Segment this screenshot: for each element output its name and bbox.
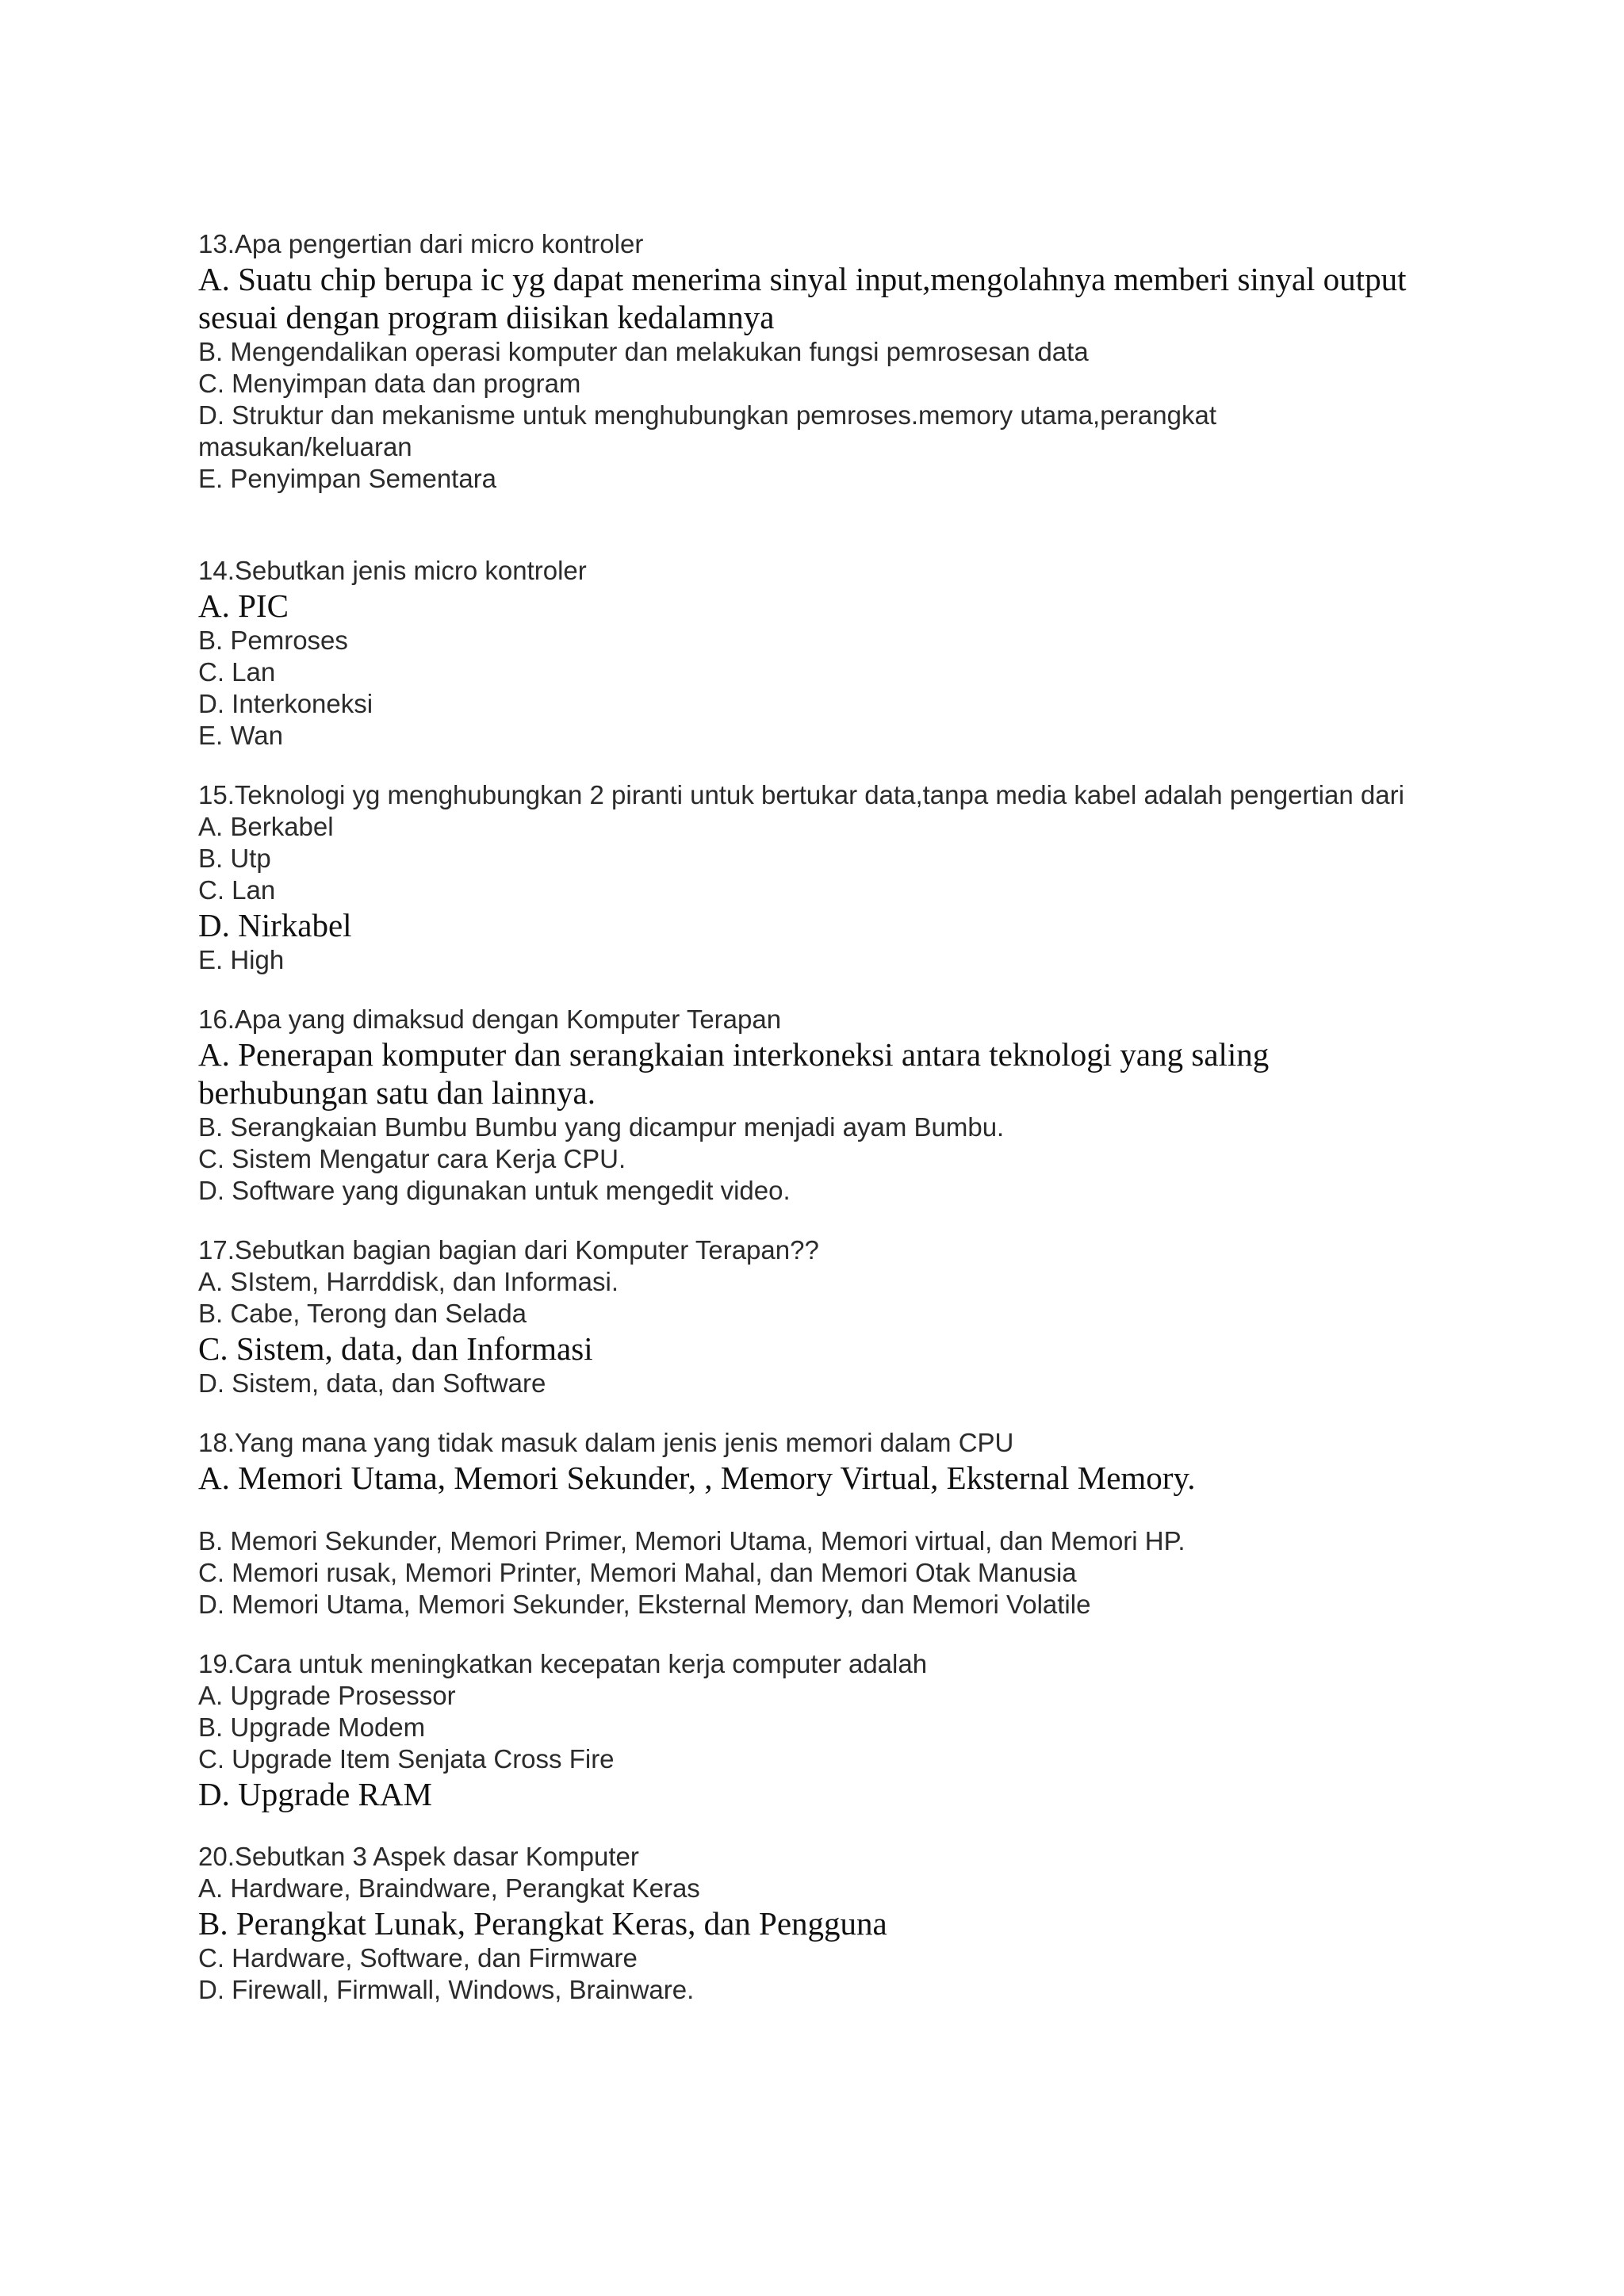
question-title: 19.Cara untuk meningkatkan kecepatan kerja computer adalah (198, 1649, 928, 1678)
question-title: 17.Sebutkan bagian bagian dari Komputer Terapan?? (198, 1235, 819, 1265)
option-b: B. Cabe, Terong dan Selada (198, 1299, 527, 1328)
option-a-answer: A. Suatu chip berupa ic yg dapat menerima sinyal input,mengolahnya memberi sinyal output sesuai dengan program diisikan kedalamnya (198, 261, 1407, 335)
question-18 (198, 1427, 1435, 1621)
option-d-answer: D. Nirkabel (198, 907, 352, 943)
option-d: D. Firewall, Firmwall, Windows, Brainware. (198, 1975, 695, 2004)
option-a: A. SIstem, Harrddisk, dan Informasi. (198, 1267, 619, 1296)
blank-line (198, 1497, 1435, 1525)
option-c: C. Upgrade Item Senjata Cross Fire (198, 1744, 615, 1774)
option-b: B. Serangkaian Bumbu Bumbu yang dicampur menjadi ayam Bumbu. (198, 1112, 1005, 1142)
option-b-answer: B. Perangkat Lunak, Perangkat Keras, dan Pengguna (198, 1905, 887, 1942)
option-a: A. Hardware, Braindware, Perangkat Keras (198, 1873, 700, 1903)
option-b: B. Mengendalikan operasi komputer dan melakukan fungsi pemrosesan data (198, 337, 1089, 366)
option-b: B. Memori Sekunder, Memori Primer, Memori Utama, Memori virtual, dan Memori HP. (198, 1526, 1185, 1556)
option-d: D. Sistem, data, dan Software (198, 1368, 546, 1398)
option-c-answer: C. Sistem, data, dan Informasi (198, 1330, 593, 1367)
option-c: C. Lan (198, 657, 276, 687)
question-14 (198, 555, 1435, 752)
option-a-answer: A. PIC (198, 587, 289, 624)
option-d-answer: D. Upgrade RAM (198, 1776, 432, 1812)
option-c: C. Hardware, Software, dan Firmware (198, 1943, 638, 1973)
question-title: 14.Sebutkan jenis micro kontroler (198, 556, 587, 585)
option-b: B. Pemroses (198, 626, 348, 655)
option-a-answer: A. Memori Utama, Memori Sekunder, , Memory Virtual, Eksternal Memory. (198, 1460, 1196, 1496)
question-title: 15.Teknologi yg menghubungkan 2 piranti untuk bertukar data,tanpa media kabel adalah pengertian dari (198, 780, 1404, 809)
option-b: B. Utp (198, 844, 271, 873)
option-d: D. Memori Utama, Memori Sekunder, Eksternal Memory, dan Memori Volatile (198, 1590, 1091, 1619)
option-a-answer: A. Penerapan komputer dan serangkaian interkoneksi antara teknologi yang saling berhubungan satu dan lainnya. (198, 1036, 1270, 1111)
question-20 (198, 1841, 1435, 2006)
option-e: E. Penyimpan Sementara (198, 464, 497, 493)
option-a: A. Upgrade Prosessor (198, 1681, 456, 1710)
option-e: E. High (198, 945, 285, 974)
question-title: 18.Yang mana yang tidak masuk dalam jenis jenis memori dalam CPU (198, 1428, 1014, 1457)
option-b: B. Upgrade Modem (198, 1712, 426, 1742)
option-c: C. Memori rusak, Memori Printer, Memori Mahal, dan Memori Otak Manusia (198, 1558, 1077, 1587)
question-16 (198, 1004, 1435, 1207)
option-c: C. Sistem Mengatur cara Kerja CPU. (198, 1144, 626, 1173)
question-title: 16.Apa yang dimaksud dengan Komputer Terapan (198, 1004, 782, 1034)
option-c: C. Menyimpan data dan program (198, 369, 581, 398)
option-e: E. Wan (198, 721, 283, 750)
option-c: C. Lan (198, 875, 276, 905)
question-13 (198, 228, 1435, 495)
question-17 (198, 1234, 1435, 1399)
option-d: D. Interkoneksi (198, 689, 373, 718)
option-d: D. Software yang digunakan untuk mengedit video. (198, 1176, 791, 1205)
question-list (198, 228, 1435, 2006)
question-19 (198, 1648, 1435, 1813)
question-15 (198, 779, 1435, 976)
option-d: D. Struktur dan mekanisme untuk menghubungkan pemroses.memory utama,perangkat masukan/keluaran (198, 400, 1216, 461)
option-a: A. Berkabel (198, 812, 334, 841)
question-title: 20.Sebutkan 3 Aspek dasar Komputer (198, 1842, 639, 1871)
question-title: 13.Apa pengertian dari micro kontroler (198, 229, 644, 258)
